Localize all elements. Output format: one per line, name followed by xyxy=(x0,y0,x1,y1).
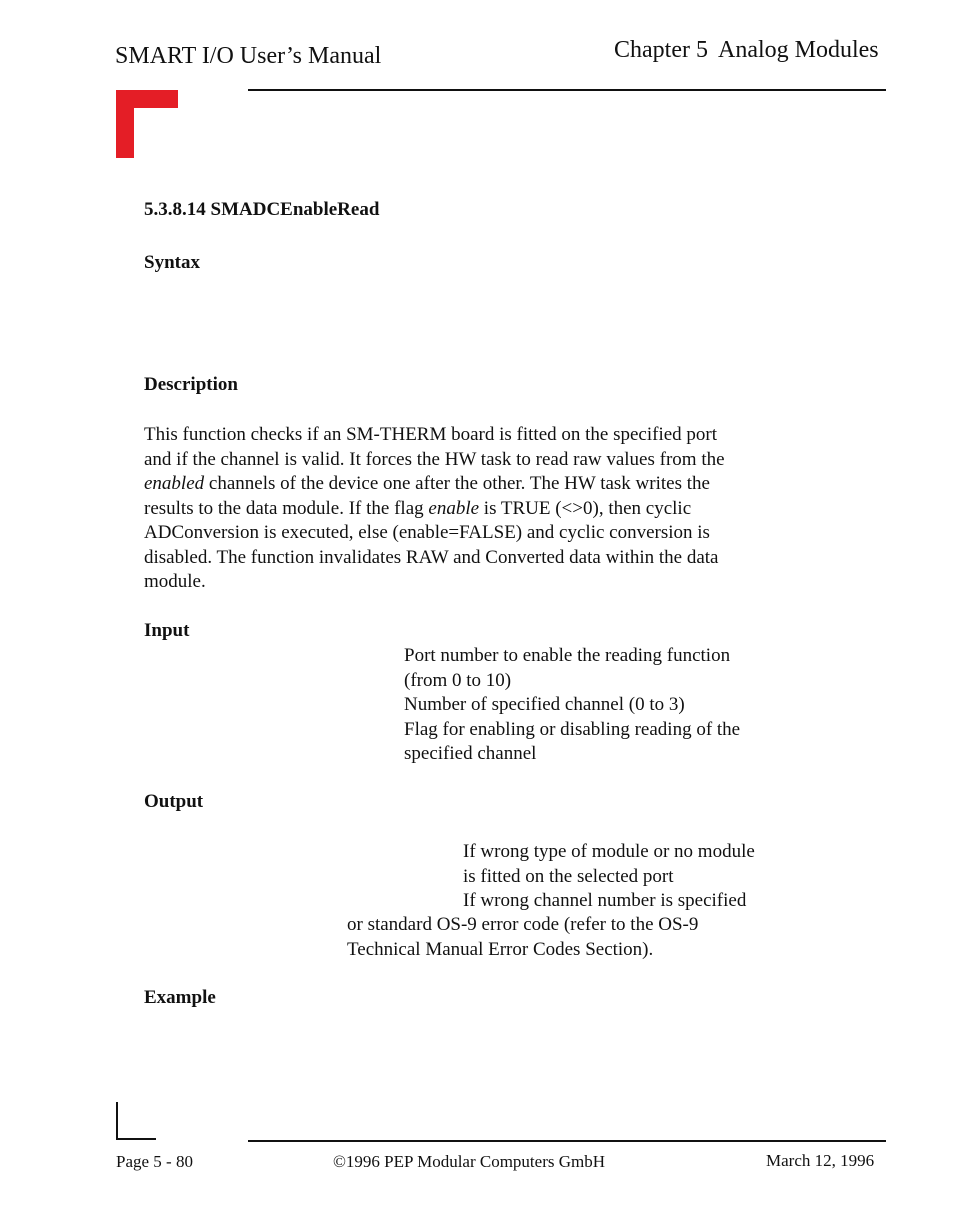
footer-corner-mark-vertical xyxy=(116,1102,118,1140)
description-line: disabled. The function invalidates RAW and Converted data within the data xyxy=(144,546,719,568)
description-line xyxy=(144,497,824,522)
output-os9-note xyxy=(347,913,698,962)
output-line: If wrong channel number is specified xyxy=(463,890,747,911)
text-run: is TRUE (<>0), then cyclic xyxy=(479,497,692,519)
page-number: Page 5 - 80 xyxy=(116,1152,193,1171)
output-line: is fitted on the selected port xyxy=(463,865,674,887)
output-line: or standard OS-9 error code (refer to the OS-9 xyxy=(347,914,699,935)
chapter-label: Chapter 5 xyxy=(614,37,708,63)
input-descriptions xyxy=(404,644,740,767)
red-corner-mark-vertical xyxy=(116,90,134,158)
chapter-title: Analog Modules xyxy=(717,37,879,63)
description-heading: Description xyxy=(144,374,238,395)
description-line: and if the channel is valid. It forces the HW task to read raw values from the xyxy=(144,448,725,470)
chapter-header xyxy=(614,37,879,64)
output-line: If wrong type of module or no module xyxy=(463,841,755,862)
syntax-heading: Syntax xyxy=(144,252,200,273)
input-line: Flag for enabling or disabling reading of the xyxy=(404,718,741,740)
output-error-descriptions xyxy=(463,840,755,914)
output-line: Technical Manual Error Codes Section). xyxy=(347,938,654,960)
manual-title: SMART I/O User’s Manual xyxy=(115,43,382,69)
copyright: ©1996 PEP Modular Computers GmbH xyxy=(333,1152,606,1171)
input-line: (from 0 to 10) xyxy=(404,669,512,691)
enable-emphasis: enable xyxy=(428,497,480,519)
publication-date: March 12, 1996 xyxy=(766,1151,875,1170)
text-run: results to the data module. If the flag xyxy=(144,497,429,519)
input-line: specified channel xyxy=(404,743,537,764)
output-heading: Output xyxy=(144,791,204,812)
text-run: channels of the device one after the other. The HW task writes the xyxy=(204,473,710,494)
description-line xyxy=(144,472,824,497)
example-heading: Example xyxy=(144,987,216,1008)
header-rule xyxy=(248,89,886,91)
description-line: module. xyxy=(144,571,206,592)
input-line: Number of specified channel (0 to 3) xyxy=(404,694,685,715)
description-line: This function checks if an SM-THERM board is fitted on the specified port xyxy=(144,424,718,445)
section-title: 5.3.8.14 SMADCEnableRead xyxy=(144,199,380,220)
enabled-emphasis: enabled xyxy=(144,473,205,494)
input-line: Port number to enable the reading function xyxy=(404,645,731,666)
input-heading: Input xyxy=(144,620,190,641)
footer-corner-mark-horizontal xyxy=(116,1138,156,1140)
footer-rule xyxy=(248,1140,886,1142)
description-line: ADConversion is executed, else (enable=FALSE) and cyclic conversion is xyxy=(144,522,710,543)
description-paragraph xyxy=(144,423,824,595)
